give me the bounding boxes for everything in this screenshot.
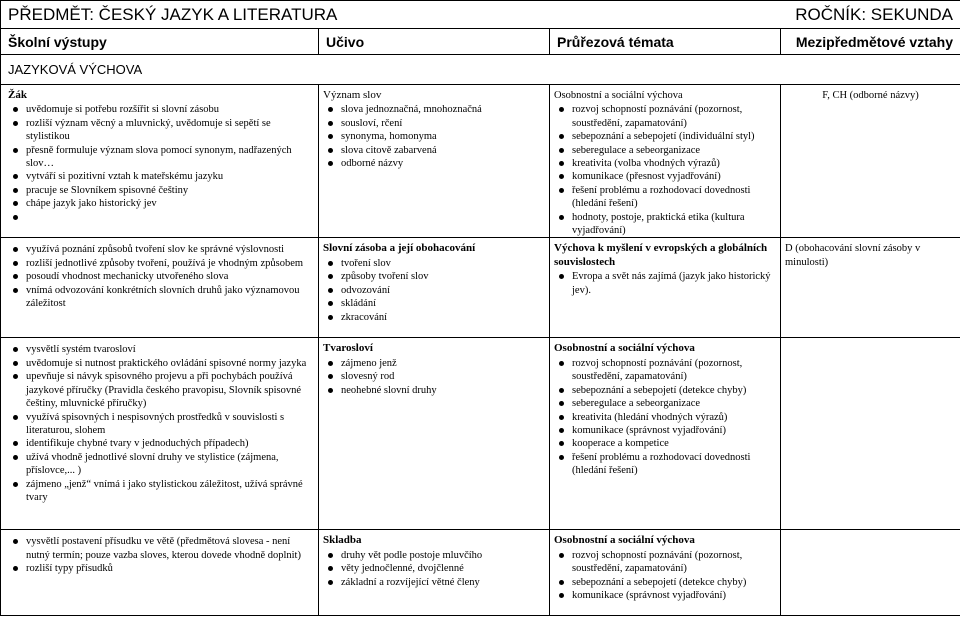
content-cell <box>319 238 550 338</box>
list-item: sebepoznání a sebepojetí (detekce chyby) <box>554 384 776 397</box>
grade-title: ROČNÍK: SEKUNDA <box>795 4 953 24</box>
topics-cell <box>550 338 781 530</box>
list-item: zájmeno jenž <box>323 357 545 370</box>
topics-list <box>554 357 776 478</box>
outputs-list <box>8 243 314 310</box>
list-item: sousloví, rčení <box>323 117 545 130</box>
content-cell <box>319 85 550 238</box>
list-item: vytváří si pozitivní vztah k mateřskému jazyku <box>8 170 314 183</box>
table-row <box>1 85 960 238</box>
list-item: komunikace (přesnost vyjadřování) <box>554 170 776 183</box>
outputs-label: Žák <box>8 89 27 101</box>
list-item: posoudí vhodnost mechanicky utvořeného slova <box>8 270 314 283</box>
column-header-relations: Mezipředmětové vztahy <box>781 29 960 55</box>
list-item: odborné názvy <box>323 157 545 170</box>
list-item: základní a rozvíjející větné členy <box>323 576 545 589</box>
list-item: druhy vět podle postoje mluvčího <box>323 549 545 562</box>
list-item: rozliší význam věcný a mluvnický, uvědomuje si sepětí se stylistikou <box>8 117 314 144</box>
list-item: využívá spisovných i nespisovných prostředků v souvislosti s literaturou, slohem <box>8 411 314 438</box>
list-item: slovesný rod <box>323 370 545 383</box>
outputs-list <box>8 343 314 504</box>
list-item: hodnoty, postoje, praktická etika (kultura vyjadřování) <box>554 211 776 238</box>
list-item: kooperace a kompetice <box>554 437 776 450</box>
list-item: komunikace (správnost vyjadřování) <box>554 424 776 437</box>
topics-label: Osobnostní a sociální výchova <box>554 342 695 355</box>
outputs-list <box>8 535 314 575</box>
list-item: řešení problému a rozhodovací dovednosti (hledání řešení) <box>554 451 776 478</box>
list-item: tvoření slov <box>323 257 545 270</box>
list-item: seberegulace a sebeorganizace <box>554 397 776 410</box>
list-item: pracuje se Slovníkem spisovné češtiny <box>8 184 314 197</box>
relations-cell: F, CH (odborné názvy) <box>781 85 960 238</box>
content-list <box>323 549 545 589</box>
topics-cell <box>550 85 781 238</box>
list-item: sebepoznání a sebepojetí (individuální styl) <box>554 130 776 143</box>
column-header-content: Učivo <box>319 29 550 55</box>
list-item: způsoby tvoření slov <box>323 270 545 283</box>
list-item: Evropa a svět nás zajímá (jazyk jako historický jev). <box>554 270 776 297</box>
section-title: JAZYKOVÁ VÝCHOVA <box>1 55 960 85</box>
list-item: chápe jazyk jako historický jev <box>8 197 314 210</box>
list-item: rozliší jednotlivé způsoby tvoření, používá je vhodným způsobem <box>8 257 314 270</box>
list-item: rozvoj schopností poznávání (pozornost, soustředění, zapamatování) <box>554 357 776 384</box>
topics-cell <box>550 238 781 338</box>
list-item: věty jednočlenné, dvojčlenné <box>323 562 545 575</box>
list-item: zájmeno „jenž“ vnímá i jako stylistickou záležitost, užívá správné tvary <box>8 478 314 505</box>
content-label: Skladba <box>323 534 362 547</box>
outputs-list <box>8 103 314 223</box>
outputs-cell <box>1 338 319 530</box>
outputs-cell <box>1 85 319 238</box>
list-item: seberegulace a sebeorganizace <box>554 144 776 157</box>
list-item: identifikuje chybné tvary v jednoduchých případech) <box>8 437 314 450</box>
list-item: řešení problému a rozhodovací dovednosti (hledání řešení) <box>554 184 776 211</box>
list-item: uvědomuje si potřebu rozšířit si slovní zásobu <box>8 103 314 116</box>
relations-cell <box>781 338 960 530</box>
list-item: upevňuje si návyk spisovného projevu a při pochybách používá jazykové příručky (Pravidla českého pravopisu, Slovník spisovné češtiny, mluvnické příručky) <box>8 370 314 410</box>
list-item: odvozování <box>323 284 545 297</box>
list-item: přesně formuluje význam slova pomocí synonym, nadřazených slov… <box>8 144 314 171</box>
list-item: užívá vhodně jednotlivé slovní druhy ve stylistice (zájmena, příslovce,... ) <box>8 451 314 478</box>
outputs-cell <box>1 530 319 616</box>
list-item: vysvětlí postavení přísudku ve větě (předmětová slovesa - není nutný termín; pouze vazba sloves, kterou dovede vhodně doplnit) <box>8 535 314 562</box>
topics-list <box>554 103 776 237</box>
list-item: komunikace (správnost vyjadřování) <box>554 589 776 602</box>
column-header-topics: Průřezová témata <box>550 29 781 55</box>
content-label: Význam slov <box>323 89 382 101</box>
list-item <box>8 211 314 224</box>
topics-label: Výchova k myšlení v evropských a globálních souvislostech <box>554 242 768 268</box>
table-row <box>1 238 960 338</box>
column-header-outputs: Školní výstupy <box>1 29 319 55</box>
list-item: skládání <box>323 297 545 310</box>
list-item: vnímá odvozování konkrétních slovních druhů jako významovou záležitost <box>8 284 314 311</box>
list-item: synonyma, homonyma <box>323 130 545 143</box>
list-item: kreativita (hledání vhodných výrazů) <box>554 411 776 424</box>
content-list <box>323 103 545 170</box>
list-item: sebepoznání a sebepojetí (detekce chyby) <box>554 576 776 589</box>
topics-cell <box>550 530 781 616</box>
list-item: uvědomuje si nutnost praktického ovládání spisovné normy jazyka <box>8 357 314 370</box>
content-label: Tvarosloví <box>323 342 373 355</box>
list-item: slova citově zabarvená <box>323 144 545 157</box>
topics-list <box>554 270 776 297</box>
list-item: zkracování <box>323 311 545 324</box>
list-item: kreativita (volba vhodných výrazů) <box>554 157 776 170</box>
relations-cell <box>781 530 960 616</box>
outputs-cell <box>1 238 319 338</box>
table-row <box>1 338 960 530</box>
content-list <box>323 257 545 324</box>
list-item: využívá poznání způsobů tvoření slov ke správné výslovnosti <box>8 243 314 256</box>
list-item: vysvětlí systém tvarosloví <box>8 343 314 356</box>
content-list <box>323 357 545 397</box>
content-cell <box>319 530 550 616</box>
topics-list <box>554 549 776 603</box>
content-label: Slovní zásoba a její obohacování <box>323 242 476 255</box>
topics-label: Osobnostní a sociální výchova <box>554 534 695 547</box>
list-item: neohebné slovní druhy <box>323 384 545 397</box>
content-cell <box>319 338 550 530</box>
subject-title: PŘEDMĚT: ČESKÝ JAZYK A LITERATURA <box>8 4 338 24</box>
table-row <box>1 530 960 616</box>
list-item: rozvoj schopností poznávání (pozornost, soustředění, zapamatování) <box>554 549 776 576</box>
list-item: slova jednoznačná, mnohoznačná <box>323 103 545 116</box>
subject-header <box>1 1 960 29</box>
relations-cell: D (obohacování slovní zásoby v minulosti) <box>781 238 960 338</box>
list-item: rozliší typy přísudků <box>8 562 314 575</box>
list-item: rozvoj schopností poznávání (pozornost, soustředění, zapamatování) <box>554 103 776 130</box>
topics-label: Osobnostní a sociální výchova <box>554 90 683 101</box>
